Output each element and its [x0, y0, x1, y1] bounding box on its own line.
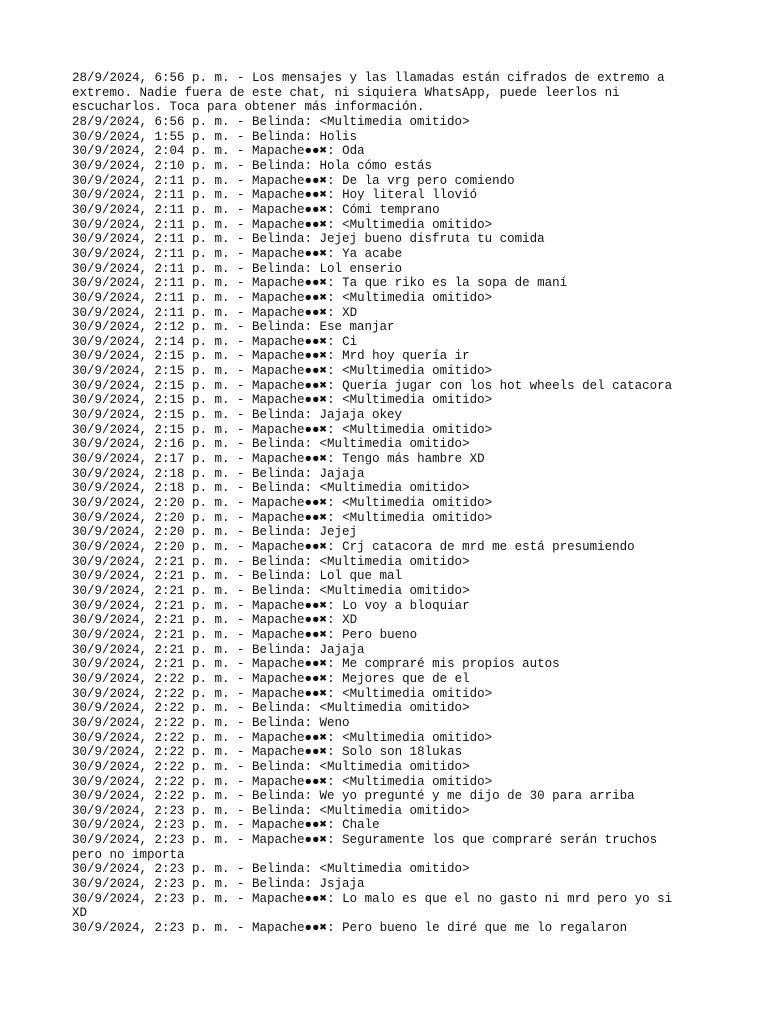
chat-message-line: 30/9/2024, 2:11 p. m. - Belinda: Jejej bueno disfruta tu comida	[72, 232, 545, 247]
chat-message-line: 30/9/2024, 2:23 p. m. - Belinda: <Multimedia omitido>	[72, 803, 470, 818]
chat-message-line: 30/9/2024, 2:18 p. m. - Belinda: Jajaja	[72, 466, 365, 481]
chat-message-line: 30/9/2024, 2:21 p. m. - Belinda: <Multimedia omitido>	[72, 554, 470, 569]
chat-message-line: 28/9/2024, 6:56 p. m. - Belinda: <Multimedia omitido>	[72, 114, 470, 129]
chat-message-line: 30/9/2024, 2:21 p. m. - Belinda: Lol que mal	[72, 569, 403, 584]
chat-message-line: 30/9/2024, 2:23 p. m. - Mapache●●✖: Pero bueno le diré que me lo regalaron	[72, 921, 628, 936]
chat-message-line: 30/9/2024, 2:21 p. m. - Mapache●●✖: Pero bueno	[72, 627, 418, 642]
chat-message-line: 30/9/2024, 1:55 p. m. - Belinda: Holis	[72, 129, 358, 144]
chat-message-line: 30/9/2024, 2:21 p. m. - Mapache●●✖: Lo voy a bloquiar	[72, 598, 470, 613]
chat-message-line: 30/9/2024, 2:21 p. m. - Mapache●●✖: Me compraré mis propios autos	[72, 657, 560, 672]
chat-message-line: 30/9/2024, 2:10 p. m. - Belinda: Hola cómo estás	[72, 158, 433, 173]
chat-message-line: 30/9/2024, 2:11 p. m. - Mapache●●✖: <Multimedia omitido>	[72, 217, 493, 232]
chat-message-line: 30/9/2024, 2:23 p. m. - Belinda: <Multimedia omitido>	[72, 862, 470, 877]
chat-message-line: 30/9/2024, 2:20 p. m. - Mapache●●✖: <Multimedia omitido>	[72, 496, 493, 511]
chat-message-line: 30/9/2024, 2:16 p. m. - Belinda: <Multimedia omitido>	[72, 437, 470, 452]
chat-message-line: 30/9/2024, 2:20 p. m. - Mapache●●✖: Crj catacora de mrd me está presumiendo	[72, 540, 635, 554]
chat-message-line: 30/9/2024, 2:11 p. m. - Mapache●●✖: De la vrg pero comiendo	[72, 173, 515, 188]
chat-message-line: 30/9/2024, 2:11 p. m. - Mapache●●✖: <Multimedia omitido>	[72, 290, 493, 305]
chat-message-line: 30/9/2024, 2:15 p. m. - Belinda: Jajaja okey	[72, 408, 403, 423]
chat-message-line: 30/9/2024, 2:22 p. m. - Mapache●●✖: Mejores que de el	[72, 671, 470, 686]
chat-message-line: 30/9/2024, 2:14 p. m. - Mapache●●✖: Ci	[72, 334, 358, 349]
chat-message-line: 30/9/2024, 2:18 p. m. - Belinda: <Multimedia omitido>	[72, 481, 470, 496]
chat-message-line: 30/9/2024, 2:23 p. m. - Mapache●●✖: Lo malo es que el no gasto ni mrd pero yo si XD	[72, 891, 680, 921]
chat-message-line: 30/9/2024, 2:21 p. m. - Belinda: Jajaja	[72, 642, 365, 657]
chat-message-line: 30/9/2024, 2:22 p. m. - Belinda: <Multimedia omitido>	[72, 759, 470, 774]
chat-message-line: 30/9/2024, 2:22 p. m. - Belinda: Weno	[72, 715, 350, 730]
chat-message-line: 30/9/2024, 2:21 p. m. - Belinda: <Multimedia omitido>	[72, 583, 470, 598]
chat-message-line: 30/9/2024, 2:20 p. m. - Mapache●●✖: <Multimedia omitido>	[72, 510, 493, 525]
chat-message-line: 30/9/2024, 2:22 p. m. - Mapache●●✖: <Multimedia omitido>	[72, 774, 493, 789]
chat-message-line: 30/9/2024, 2:11 p. m. - Belinda: Lol enserio	[72, 261, 403, 276]
chat-message-line: 30/9/2024, 2:11 p. m. - Mapache●●✖: XD	[72, 305, 358, 320]
chat-message-line: 30/9/2024, 2:17 p. m. - Mapache●●✖: Tengo más hambre XD	[72, 452, 485, 467]
chat-message-line: 30/9/2024, 2:15 p. m. - Mapache●●✖: Quería jugar con los hot wheels del catacora	[72, 378, 673, 393]
chat-message-line: 30/9/2024, 2:21 p. m. - Mapache●●✖: XD	[72, 613, 358, 628]
chat-message-line: 30/9/2024, 2:22 p. m. - Belinda: <Multimedia omitido>	[72, 701, 470, 716]
chat-message-line: 28/9/2024, 6:56 p. m. - Los mensajes y las llamadas están cifrados de extremo a extremo. Nadie fuera de este chat, ni siquiera WhatsApp, puede leerlos ni escucharlos. Toca para obtener más información.	[72, 71, 673, 115]
chat-message-line: 30/9/2024, 2:12 p. m. - Belinda: Ese manjar	[72, 320, 395, 335]
chat-message-line: 30/9/2024, 2:23 p. m. - Mapache●●✖: Seguramente los que compraré serán truchos pero no importa	[72, 833, 665, 862]
chat-message-line: 30/9/2024, 2:15 p. m. - Mapache●●✖: Mrd hoy quería ir	[72, 349, 470, 364]
chat-message-line: 30/9/2024, 2:11 p. m. - Mapache●●✖: Ya acabe	[72, 246, 403, 261]
chat-message-line: 30/9/2024, 2:22 p. m. - Mapache●●✖: Solo son 18lukas	[72, 745, 463, 760]
chat-message-line: 30/9/2024, 2:04 p. m. - Mapache●●✖: Oda	[72, 144, 365, 159]
chat-message-line: 30/9/2024, 2:23 p. m. - Mapache●●✖: Chale	[72, 818, 380, 833]
chat-message-line: 30/9/2024, 2:15 p. m. - Mapache●●✖: <Multimedia omitido>	[72, 364, 493, 379]
chat-message-line: 30/9/2024, 2:15 p. m. - Mapache●●✖: <Multimedia omitido>	[72, 393, 493, 408]
chat-message-line: 30/9/2024, 2:22 p. m. - Mapache●●✖: <Multimedia omitido>	[72, 730, 493, 745]
chat-message-line: 30/9/2024, 2:11 p. m. - Mapache●●✖: Hoy literal llovió	[72, 188, 478, 203]
chat-message-line: 30/9/2024, 2:22 p. m. - Mapache●●✖: <Multimedia omitido>	[72, 686, 493, 701]
chat-message-line: 30/9/2024, 2:11 p. m. - Mapache●●✖: Ta que riko es la sopa de maní	[72, 276, 568, 291]
chat-message-line: 30/9/2024, 2:20 p. m. - Belinda: Jejej	[72, 525, 358, 540]
chat-message-line: 30/9/2024, 2:11 p. m. - Mapache●●✖: Cómi temprano	[72, 202, 440, 217]
chat-message-line: 30/9/2024, 2:23 p. m. - Belinda: Jsjaja	[72, 877, 365, 892]
chat-message-line: 30/9/2024, 2:15 p. m. - Mapache●●✖: <Multimedia omitido>	[72, 422, 493, 437]
chat-message-line: 30/9/2024, 2:22 p. m. - Belinda: We yo pregunté y me dijo de 30 para arriba	[72, 789, 635, 804]
chat-log	[72, 71, 692, 936]
